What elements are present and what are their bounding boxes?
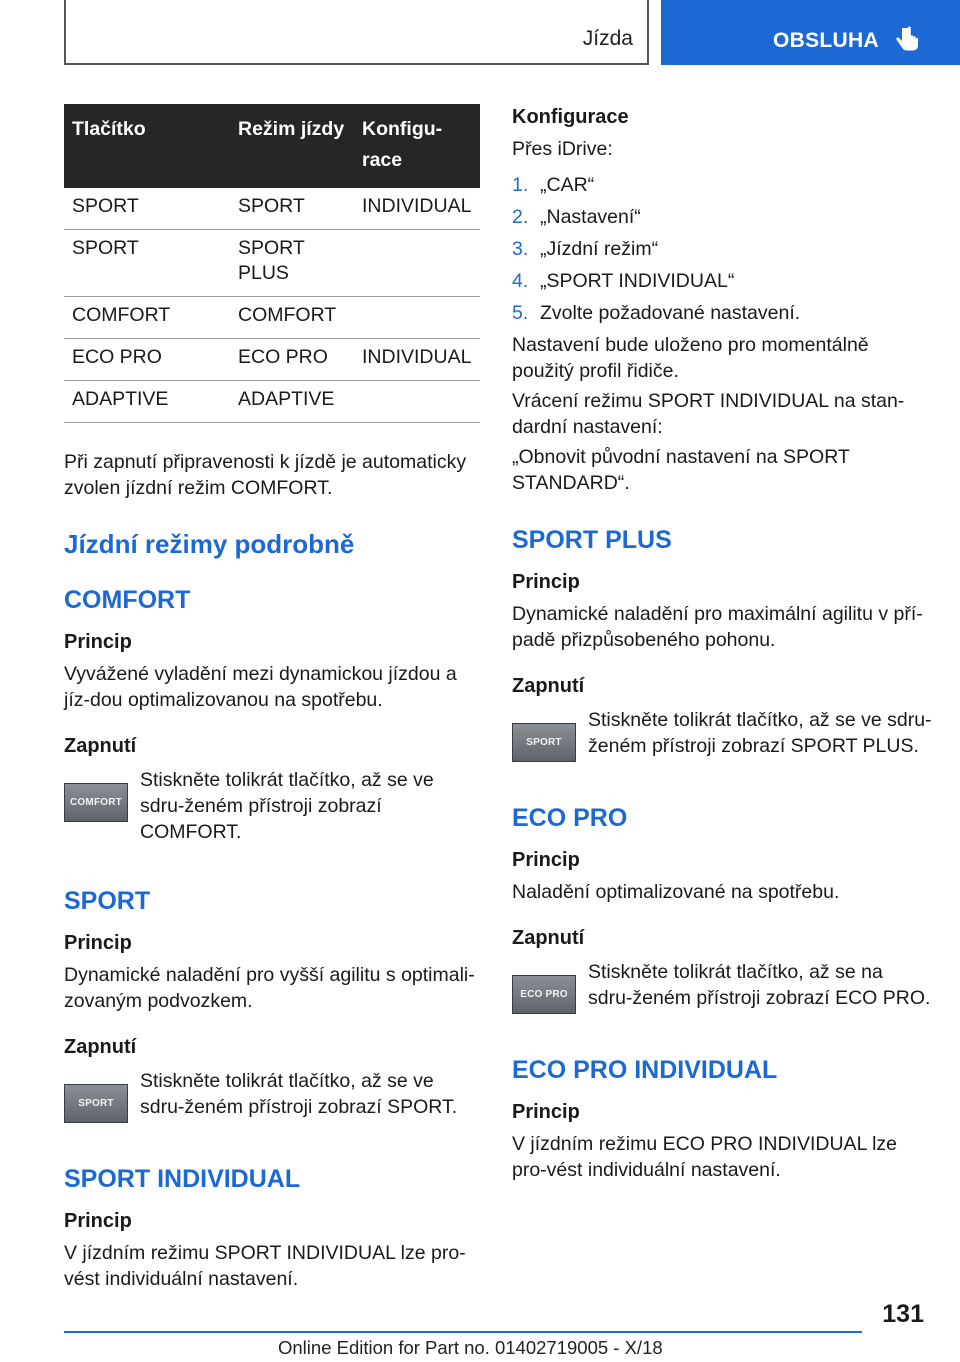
sport-plus-button-label: SPORT	[526, 737, 562, 748]
config-step	[512, 300, 932, 326]
page-number: 131	[882, 1300, 924, 1328]
table-header-row	[64, 104, 480, 188]
config-saved-text: Nastavení bude uloženo pro momentálně použitý profil řidiče.	[512, 334, 869, 382]
table-header-config	[354, 104, 480, 188]
sport-activate-row	[64, 1068, 480, 1123]
table-row	[64, 297, 480, 339]
left-column	[64, 104, 480, 1292]
table-cell: ADAPTIVE	[64, 381, 230, 423]
eco-pro-activate-row	[512, 959, 932, 1014]
footer-divider	[64, 1331, 862, 1333]
header-chapter-tab[interactable]	[661, 0, 960, 65]
comfort-button-image	[64, 783, 128, 822]
table-cell: ECO PRO	[230, 339, 354, 381]
config-step	[512, 268, 932, 294]
comfort-principle-text: Vyvážené vyladění mezi dynamickou jízdou a jíz‐dou optimalizovanou na spotřebu.	[64, 663, 457, 711]
sport-individual-title: SPORT INDIVIDUAL	[64, 1165, 301, 1193]
config-title: Konfigurace	[512, 106, 629, 128]
eco-pro-individual-title: ECO PRO INDIVIDUAL	[512, 1056, 778, 1084]
table-header-mode: Režim jízdy	[238, 118, 345, 140]
sport-principle-text: Dynamické naladění pro vyšší agilitu s optimali‐zovaným podvozkem.	[64, 964, 475, 1012]
eco-pro-principle-text: Naladění optimalizované na spotřebu.	[512, 881, 840, 903]
table-cell	[354, 230, 480, 297]
table-header-button: Tlačítko	[72, 118, 146, 140]
table-cell: COMFORT	[64, 297, 230, 339]
table-cell: INDIVIDUAL	[354, 188, 480, 230]
sport-title: SPORT	[64, 887, 151, 915]
table-row	[64, 381, 480, 423]
sport-activate-text: Stiskněte tolikrát tlačítko, až se ve sdru‐ženém přístroji zobrazí SPORT.	[140, 1070, 458, 1118]
right-column	[512, 104, 932, 1183]
table-row	[64, 339, 480, 381]
header-section-title: Jízda	[582, 27, 633, 50]
config-via: Přes iDrive:	[512, 138, 613, 160]
config-reset-path: „Obnovit původní nastavení na SPORT STANDARD“.	[512, 446, 850, 494]
sport-plus-activate-label: Zapnutí	[512, 675, 585, 697]
header-chapter-label: OBSLUHA	[773, 29, 879, 52]
config-step-number: 4.	[512, 270, 529, 292]
sport-activate-label: Zapnutí	[64, 1036, 137, 1058]
sport-plus-button-image	[512, 723, 576, 762]
sport-individual-principle-text: V jízdním režimu SPORT INDIVIDUAL lze pro‐vést individuální nastavení.	[64, 1242, 466, 1290]
config-step-number: 3.	[512, 238, 529, 260]
header-section-box	[64, 0, 649, 65]
hand-pointer-icon	[895, 26, 921, 54]
table-cell: COMFORT	[230, 297, 354, 339]
eco-pro-individual-principle-text: V jízdním režimu ECO PRO INDIVIDUAL lze pro‐vést individuální nastavení.	[512, 1133, 898, 1181]
config-step-number: 5.	[512, 302, 529, 324]
comfort-activate-row	[64, 767, 480, 845]
config-step-text: Zvolte požadované nastavení.	[540, 302, 801, 324]
sport-plus-principle-label: Princip	[512, 571, 580, 593]
table-cell: INDIVIDUAL	[354, 339, 480, 381]
comfort-title: COMFORT	[64, 586, 191, 614]
table-body	[64, 188, 480, 423]
table-cell: ADAPTIVE	[230, 381, 354, 423]
comfort-button-label: COMFORT	[70, 797, 122, 808]
eco-pro-button-label: ECO PRO	[520, 989, 568, 1000]
modes-heading: Jízdní režimy podrobně	[64, 529, 355, 559]
table-cell: ECO PRO	[64, 339, 230, 381]
sport-button-image	[64, 1084, 128, 1123]
drive-mode-table	[64, 104, 480, 423]
config-step-text: „CAR“	[540, 174, 595, 196]
config-step-text: „Nastavení“	[540, 206, 641, 228]
eco-pro-activate-text: Stiskněte tolikrát tlačítko, až se na sdru‐ženém přístroji zobrazí ECO PRO.	[588, 961, 931, 1009]
table-cell	[354, 297, 480, 339]
comfort-activate-label: Zapnutí	[64, 735, 137, 757]
eco-pro-button-image	[512, 975, 576, 1014]
table-cell	[354, 381, 480, 423]
sport-principle-label: Princip	[64, 932, 132, 954]
config-step-text: „Jízdní režim“	[540, 238, 659, 260]
table-row	[64, 230, 480, 297]
comfort-principle-label: Princip	[64, 631, 132, 653]
config-step	[512, 204, 932, 230]
eco-pro-activate-label: Zapnutí	[512, 927, 585, 949]
table-cell: SPORT	[64, 230, 230, 297]
table-header-config-text: Konfigu‐ race	[362, 118, 443, 171]
table-cell: SPORT	[64, 188, 230, 230]
table-cell: SPORT PLUS	[230, 230, 354, 297]
sport-plus-activate-row	[512, 707, 932, 762]
eco-pro-principle-label: Princip	[512, 849, 580, 871]
sport-button-label: SPORT	[78, 1098, 114, 1109]
table-cell: SPORT	[230, 188, 354, 230]
eco-pro-title: ECO PRO	[512, 804, 628, 832]
table-row	[64, 188, 480, 230]
comfort-activate-text: Stiskněte tolikrát tlačítko, až se ve sdru‐ženém přístroji zobrazí COMFORT.	[140, 769, 434, 843]
config-step-number: 1.	[512, 174, 529, 196]
sport-individual-principle-label: Princip	[64, 1210, 132, 1232]
eco-pro-individual-principle-label: Princip	[512, 1101, 580, 1123]
footer-edition: Online Edition for Part no. 01402719005 - X/18	[278, 1337, 663, 1358]
config-reset-text: Vrácení režimu SPORT INDIVIDUAL na stan‐dardní nastavení:	[512, 390, 905, 438]
intro-text: Při zapnutí připravenosti k jízdě je automaticky zvolen jízdní režim COMFORT.	[64, 451, 467, 499]
config-step	[512, 172, 932, 198]
sport-plus-title: SPORT PLUS	[512, 526, 672, 554]
config-step	[512, 236, 932, 262]
sport-plus-principle-text: Dynamické naladění pro maximální agilitu v pří‐padě přizpůsobeného pohonu.	[512, 603, 923, 651]
config-step-number: 2.	[512, 206, 529, 228]
sport-plus-activate-text: Stiskněte tolikrát tlačítko, až se ve sdru‐ženém přístroji zobrazí SPORT PLUS.	[588, 709, 932, 757]
config-step-text: „SPORT INDIVIDUAL“	[540, 270, 735, 292]
config-steps	[512, 172, 932, 326]
